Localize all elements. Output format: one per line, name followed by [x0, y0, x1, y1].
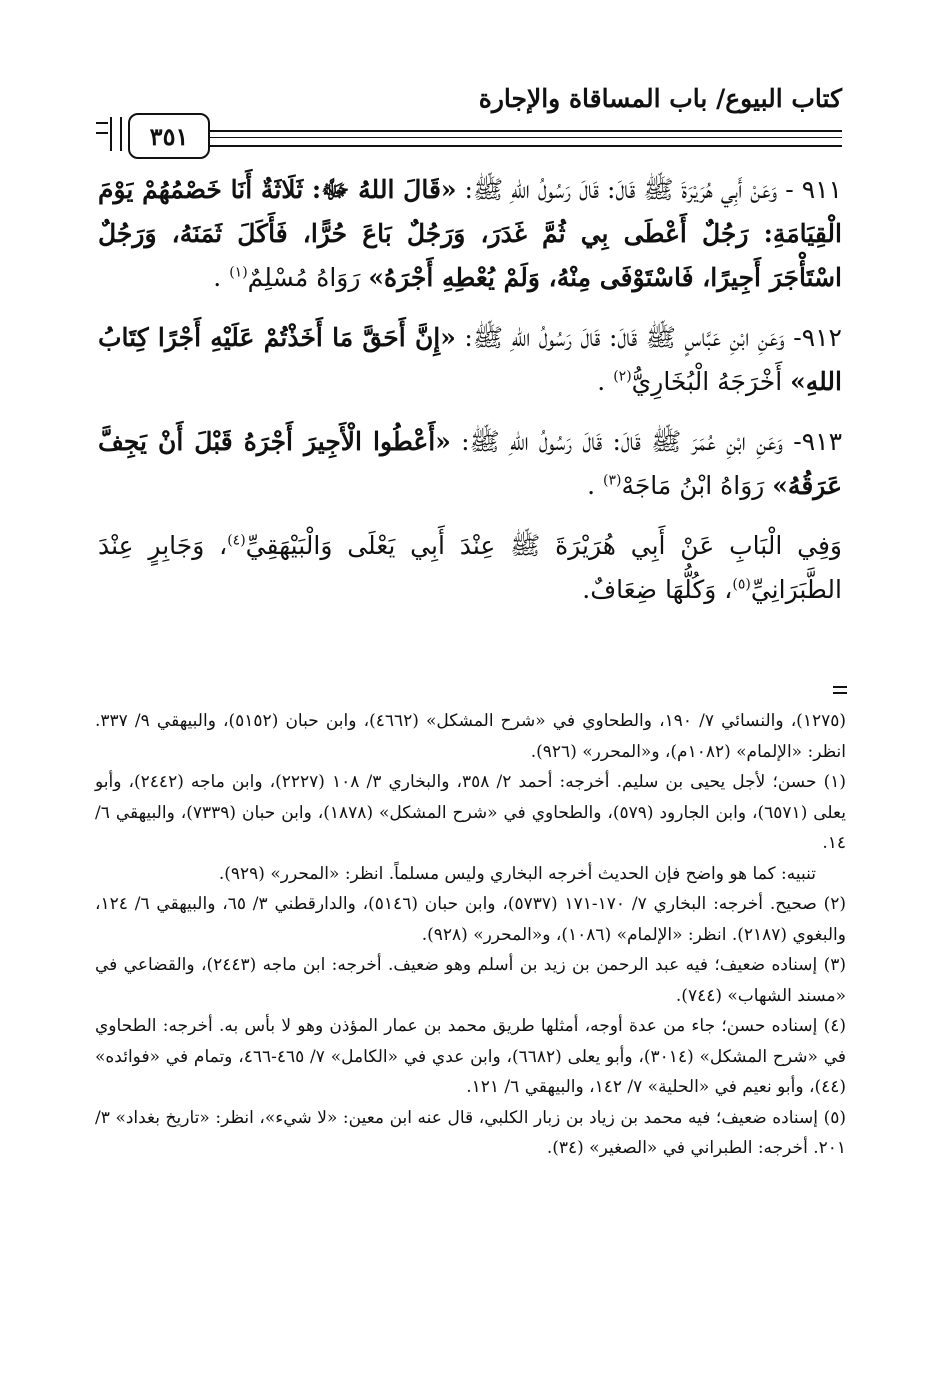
page-number: ٣٥١: [128, 113, 210, 159]
hadith-quote: «أَعْطُوا الْأَجِيرَ أَجْرَهُ قَبْلَ أَنْ يَجِفَّ عَرَقُهُ»: [98, 427, 842, 500]
hadith-source: أَخْرَجَهُ الْبُخَارِيُّ: [631, 367, 791, 396]
hadith-source: رَوَاهُ مُسْلِمٌ: [247, 263, 369, 292]
footnote: (٤) إسناده حسن؛ جاء من عدة أوجه، أمثلها طريق محمد بن عمار المؤذن وهو لا بأس به. أخرجه: الطحاوي في «شرح المشكل» (٣٠١٤)، وأبو يعلى (٦٦٨٢)، وابن عدي في «الكامل» ٧/ ٤٦٥-٤٦٦، وتمام في «فوائده» (٤٤)، وأبو نعيم في «الحلية» ٧/ ١٤٢، والبيهقي ٦/ ١٢١.: [95, 1016, 846, 1097]
hadith-intro: ٩١٣- وَعَنِ ابْنِ عُمَرَ ﷺ قَالَ: قَالَ رَسُولُ اللهِ ﷺ:: [461, 427, 843, 456]
hadith-paragraph: [98, 316, 842, 404]
header-rule: [210, 137, 842, 138]
footnote-ref[interactable]: (٥): [732, 576, 751, 593]
footnote-note: تنبيه: كما هو واضح فإن الحديث أخرجه البخاري وليس مسلماً. انظر: «المحرر» (٩٢٩).: [218, 863, 816, 884]
hadith-end: .: [597, 367, 614, 396]
hadith-end: .: [213, 263, 230, 292]
footnote: (١) حسن؛ لأجل يحيى بن سليم. أخرجه: أحمد ٢/ ٣٥٨، والبخاري ٣/ ١٠٨ (٢٢٢٧)، وابن ماجه (٢٤٤٢)، وأبو يعلى (٦٥٧١)، وابن الجارود (٥٧٩)، والطحاوي في «شرح المشكل» (١٨٧٨)، وابن حبان (٧٣٣٩)، والبيهقي ٦/ ١٤.: [95, 772, 846, 853]
hadith-quote: «قَالَ اللهُ ﷻ: ثَلَاثَةٌ أَنَا خَصْمُهُمْ يَوْمَ الْقِيَامَةِ: رَجُلٌ أَعْطَى بِي ثُمَّ غَدَرَ، وَرَجُلٌ بَاعَ حُرًّا، فَأَكَلَ ثَمَنَهُ، وَرَجُلٌ اسْتَأْجَرَ أَجِيرًا، فَاسْتَوْفَى مِنْهُ، وَلَمْ يُعْطِهِ أَجْرَهُ»: [98, 175, 842, 292]
page-number-ornament: [110, 117, 122, 151]
header-rule: [210, 130, 842, 132]
footnote-ref[interactable]: (٣): [602, 472, 622, 489]
footnote: (٢) صحيح. أخرجه: البخاري ٧/ ١٧٠-١٧١ (٥٧٣٧)، وابن حبان (٥١٤٦)، والدارقطني ٣/ ٦٥، والبيهقي ٦/ ١٢٤، والبغوي (٢١٨٧). انظر: «الإلمام» (١٠٨٦)، و«المحرر» (٩٢٨).: [95, 894, 846, 945]
hadith-source: رَوَاهُ ابْنُ مَاجَهْ: [621, 471, 773, 500]
hadith-paragraph: [98, 168, 842, 300]
footnotes: [95, 706, 846, 1164]
hadith-quote: «إِنَّ أَحَقَّ مَا أَخَذْتُمْ عَلَيْهِ أَجْرًا كِتَابُ اللهِ»: [98, 323, 842, 396]
footnote-ref[interactable]: (٤): [227, 532, 246, 549]
hadith-paragraph: [98, 420, 842, 508]
footnote-separator: [833, 686, 847, 694]
footnote-ref[interactable]: (١): [229, 264, 248, 281]
closing-paragraph: [98, 524, 842, 612]
footnote: (٣) إسناده ضعيف؛ فيه عبد الرحمن بن زيد بن أسلم وهو ضعيف. أخرجه: ابن ماجه (٢٤٤٣)، والقضاعي في «مسند الشهاب» (٧٤٤).: [95, 955, 846, 1006]
hadith-intro: ٩١١ - وَعَنْ أَبِي هُرَيْرَةَ ﷺ قَالَ: قَالَ رَسُولُ اللهِ ﷺ:: [464, 175, 842, 204]
closing-text: ، وَجَابِرٍ عِنْدَ الطَّبَرَانِيِّ: [98, 531, 842, 604]
hadith-end: .: [587, 471, 603, 500]
header-rule: [210, 145, 842, 147]
hadith-intro: ٩١٢- وَعَنِ ابْنِ عَبَّاسٍ ﷺ قَالَ: قَالَ رَسُولُ اللهِ ﷺ:: [464, 323, 842, 352]
footnote: (١٢٧٥)، والنسائي ٧/ ١٩٠، والطحاوي في «شرح المشكل» (٤٦٦٢)، وابن حبان (٥١٥٢)، والبيهقي ٩/ ٣٣٧. انظر: «الإلمام» (١٠٨٢م)، و«المحرر» (٩٢٦).: [95, 711, 846, 762]
footnote: (٥) إسناده ضعيف؛ فيه محمد بن زياد بن زبار الكلبي، قال عنه ابن معين: «لا شيء»، انظر: «تاريخ بغداد» ٣/ ٢٠١. أخرجه: الطبراني في «الصغير» (٣٤).: [95, 1107, 846, 1158]
closing-text: ، وَكُلُّهَا ضِعَافٌ.: [582, 575, 733, 604]
main-text: [98, 168, 842, 628]
footnote-ref[interactable]: (٢): [613, 368, 632, 385]
page-number-ornament: [96, 122, 108, 134]
running-header-title: كتاب البيوع/ باب المساقاة والإجارة: [478, 84, 842, 113]
closing-text: وَفِي الْبَابِ عَنْ أَبِي هُرَيْرَةَ ﷺ عِنْدَ أَبِي يَعْلَى وَالْبَيْهَقِيِّ: [245, 531, 843, 560]
